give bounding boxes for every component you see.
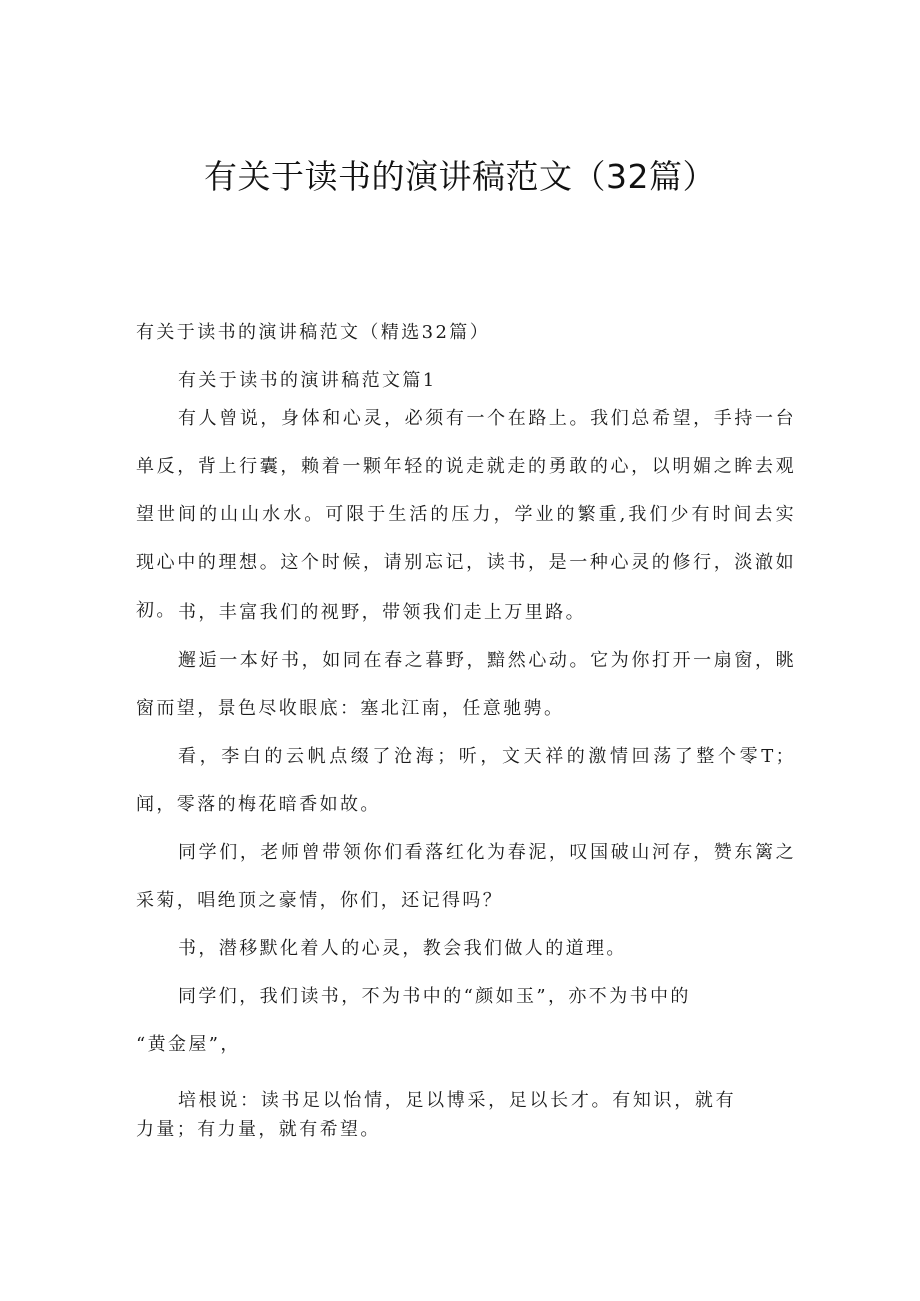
paragraph-6: 书，潜移默化着人的心灵，教会我们做人的道理。 — [178, 938, 627, 959]
section-heading: 有关于读书的演讲稿范文篇1 — [178, 370, 437, 391]
paragraph-4: 看，李白的云帆点缀了沧海；听，文天祥的激情回荡了整个零T；闻，零落的梅花暗香如故。 — [136, 746, 796, 815]
document-subtitle: 有关于读书的演讲稿范文（精选32篇） — [136, 322, 491, 343]
document-title: 有关于读书的演讲稿范文（32篇） — [204, 157, 716, 196]
paragraph-8: “黄金屋”， — [136, 1034, 241, 1055]
paragraph-7: 同学们，我们读书，不为书中的“颜如玉”，亦不为书中的 — [178, 986, 691, 1007]
paragraph-5: 同学们，老师曾带领你们看落红化为春泥，叹国破山河存，赞东篱之采菊，唱绝顶之豪情，你们，还记得吗？ — [136, 842, 796, 911]
paragraph-3: 邂逅一本好书，如同在春之暮野，黯然心动。它为你打开一扇窗，眺窗而望，景色尽收眼底：塞北江南，任意驰骋。 — [136, 650, 796, 719]
paragraph-9: 培根说：读书足以怡情，足以博采，足以长才。有知识，就有力量；有力量，就有希望。 — [136, 1090, 736, 1140]
paragraph-1: 有人曾说，身体和心灵，必须有一个在路上。我们总希望，手持一台单反，背上行囊，赖着一颗年轻的说走就走的勇敢的心，以明媚之眸去观望世间的山山水水。可限于生活的压力，学业的繁重,我们少有时间去实现心中的理想。这个时候，请别忘记，读书，是一种心灵的修行，淡澈如初。 — [136, 408, 796, 621]
paragraph-2: 书，丰富我们的视野，带领我们走上万里路。 — [178, 602, 586, 623]
